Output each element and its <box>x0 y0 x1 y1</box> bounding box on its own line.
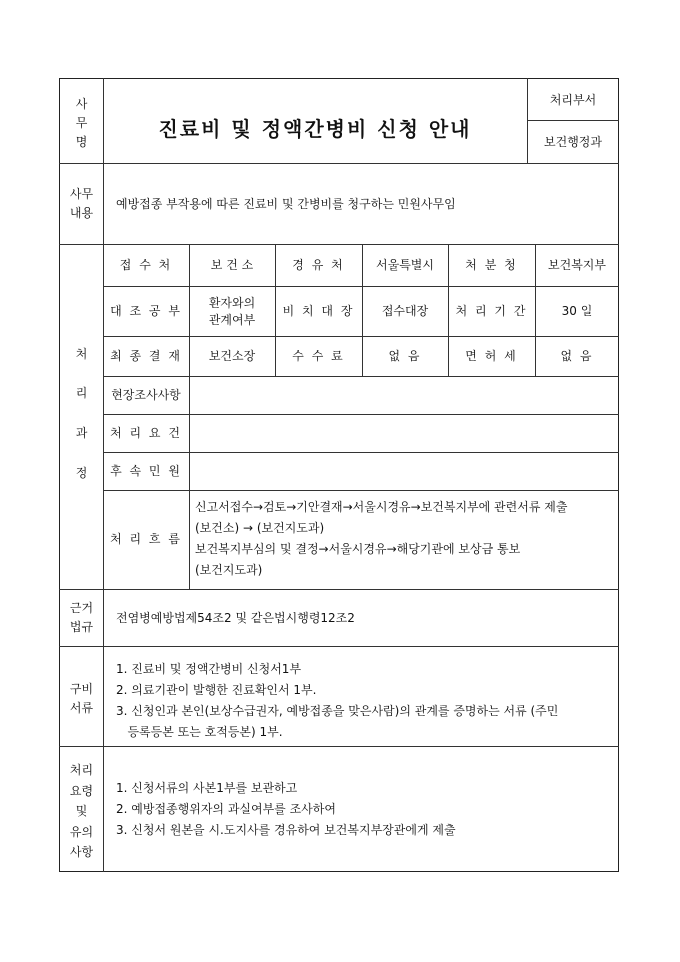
label-line: 내용 <box>69 206 94 220</box>
label-line: 사 <box>75 97 88 111</box>
process-label-1: 처 <box>75 347 88 361</box>
reception-label: 접 수 처 <box>119 258 173 272</box>
flow-line: 보건복지부심의 및 결정→서울시경유→해당기관에 보상금 통보 <box>195 542 521 556</box>
label-line: 무 <box>75 116 88 130</box>
divider <box>59 163 619 164</box>
note-item: 2. 예방접종행위자의 과실여부를 조사하여 <box>116 802 336 816</box>
process-label-3: 과 <box>75 426 88 440</box>
notes-list <box>116 778 456 841</box>
requirements-label: 처 리 요 건 <box>110 426 182 440</box>
document-item: 2. 의료기관이 발행한 진료확인서 1부. <box>116 683 317 697</box>
divider <box>103 286 619 287</box>
flow-text <box>195 497 567 581</box>
divider <box>59 646 619 647</box>
page-title: 진료비 및 정액간병비 신청 안내 <box>158 117 472 141</box>
fee-label: 수 수 료 <box>292 349 345 363</box>
reception-value: 보 건 소 <box>210 258 254 272</box>
process-label-2: 리 <box>75 386 88 400</box>
dept-value: 보건행정과 <box>544 135 602 149</box>
document-item: 1. 진료비 및 정액간병비 신청서1부 <box>116 662 302 676</box>
label-line: 근거 <box>69 601 94 615</box>
divider <box>103 414 619 415</box>
disposition-value: 보건복지부 <box>548 258 606 272</box>
via-label: 경 유 처 <box>292 258 345 272</box>
label-line: 구비 <box>69 682 94 696</box>
label-line: 서류 <box>69 701 94 715</box>
divider <box>103 376 619 377</box>
follow-up-label: 후 속 민 원 <box>110 464 182 478</box>
document-item: 등록등본 또는 호적등본) 1부. <box>116 725 283 739</box>
note-item: 1. 신청서류의 사본1부를 보관하고 <box>116 781 298 795</box>
divider <box>103 452 619 453</box>
label-line: 처리 <box>69 763 94 777</box>
divider <box>59 589 619 590</box>
period-label: 처 리 기 간 <box>455 304 528 318</box>
divider <box>189 244 190 589</box>
divider <box>103 490 619 491</box>
license-tax-value: 없 음 <box>560 349 594 363</box>
ledger-value-line1: 환자와의 <box>208 296 256 310</box>
flow-line: (보건지도과) <box>195 563 263 577</box>
period-value: 30 일 <box>561 304 593 318</box>
ledger-label: 대 조 공 부 <box>110 304 182 318</box>
via-value: 서울특별시 <box>376 258 434 272</box>
documents-label <box>60 680 103 718</box>
flow-line: 신고서접수→검토→기안결재→서울시경유→보건복지부에 관련서류 제출 <box>195 500 568 514</box>
content-text: 예방접종 부작용에 따른 진료비 및 간병비를 청구하는 민원사무임 <box>116 197 456 211</box>
ledger-value-line2: 관계여부 <box>208 313 256 327</box>
fee-value: 없 음 <box>388 349 422 363</box>
final-approval-label: 최 종 결 재 <box>110 349 182 363</box>
register-value: 접수대장 <box>381 304 429 318</box>
divider <box>59 746 619 747</box>
process-label-4: 정 <box>75 466 88 480</box>
basis-label <box>60 599 103 637</box>
label-line: 명 <box>75 135 88 149</box>
notes-label <box>60 760 103 863</box>
label-line: 사무 <box>69 187 94 201</box>
site-survey-label: 현장조사사항 <box>111 388 181 402</box>
license-tax-label: 면 허 세 <box>465 349 518 363</box>
header-label <box>60 95 103 152</box>
dept-label: 처리부서 <box>549 93 597 107</box>
flow-line: (보건소) → (보건지도과) <box>195 521 325 535</box>
disposition-label: 처 분 청 <box>465 258 518 272</box>
label-line: 요령 <box>69 783 94 798</box>
document-item: 3. 신청인과 본인(보상수급권자, 예방접종을 맞은사람)의 관계를 증명하는 서류 (주민 <box>116 704 559 718</box>
label-line: 유의 <box>69 824 94 839</box>
label-line: 및 <box>75 804 88 818</box>
basis-text: 전염병예방법제54조2 및 같은법시행령12조2 <box>116 611 355 625</box>
note-item: 3. 신청서 원본을 시.도지사를 경유하여 보건복지부장관에게 제출 <box>116 823 456 837</box>
divider <box>103 336 619 337</box>
flow-label: 처 리 흐 름 <box>110 532 182 546</box>
register-label: 비 치 대 장 <box>282 304 355 318</box>
content-label <box>60 185 103 223</box>
label-line: 사항 <box>69 845 94 859</box>
divider <box>527 120 619 121</box>
documents-list <box>116 659 558 743</box>
label-line: 법규 <box>69 620 94 634</box>
divider <box>527 78 528 163</box>
final-approval-value: 보건소장 <box>208 349 256 363</box>
